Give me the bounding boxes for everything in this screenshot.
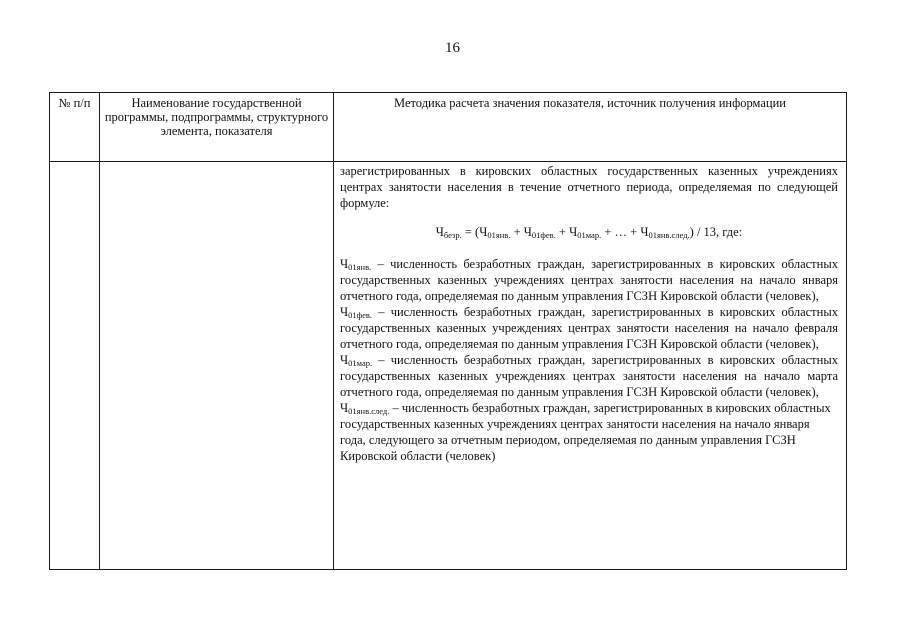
- formula-ellipsis: + … +: [601, 225, 641, 239]
- definition-symbol: Ч: [340, 401, 349, 415]
- formula-term-next-jan-subscript: 01янв.след.: [648, 230, 690, 240]
- method-intro-text: зарегистрированных в кировских областных государственных казенных учреждениях центрах занятости населения в течение отчетного периода, определяемая по следующей формуле:: [340, 164, 838, 210]
- definition-text: – численность безработных граждан, зарегистрированных в кировских областных государственных казенных учреждениях центрах занятости населения на начало марта отчетного года, определяемая по данным управления ГСЗН Кировской области (человек),: [340, 353, 838, 399]
- formula-tail: ) / 13, где:: [689, 225, 743, 239]
- definition-symbol: Ч: [340, 353, 349, 367]
- definition-text: – численность безработных граждан, зарегистрированных в кировских областных государственных казенных учреждениях центрах занятости населения на начало февраля отчетного года, определяемая по данным управления ГСЗН Кировской области (человек),: [340, 305, 838, 351]
- indicator-method-table: [49, 92, 847, 570]
- definition-text: – численность безработных граждан, зарегистрированных в кировских областных государственных казенных учреждениях центрах занятости населения на начало января года, следующего за отчетным периодом, определяемая по данным управления ГСЗН Кировской области (человек): [340, 401, 831, 463]
- definition-next-jan: [340, 400, 838, 464]
- row-name-cell: [100, 162, 334, 570]
- definition-mar: [340, 352, 838, 400]
- formula-term-mar: Ч: [569, 225, 578, 239]
- formula-plus-2: +: [555, 225, 570, 239]
- definition-subscript: 01янв.след.: [348, 406, 390, 416]
- definition-symbol: Ч: [340, 257, 349, 271]
- row-method-cell: [334, 162, 847, 570]
- definition-subscript: 01янв.: [348, 262, 372, 272]
- definition-subscript: 01мар.: [348, 358, 373, 368]
- formula-term-next-jan: Ч: [640, 225, 649, 239]
- table-header-row: [50, 93, 847, 162]
- formula-equals-open: = (: [461, 225, 480, 239]
- row-number-cell: [50, 162, 100, 570]
- formula-term-feb: Ч: [523, 225, 532, 239]
- formula-term-jan-subscript: 01янв.: [487, 230, 511, 240]
- definition-jan: [340, 256, 838, 304]
- formula-lhs-symbol: Ч: [435, 225, 444, 239]
- formula-lhs-subscript: безр.: [443, 230, 462, 240]
- definition-subscript: 01фев.: [348, 310, 373, 320]
- table-row: [50, 162, 847, 570]
- formula-plus-1: +: [510, 225, 524, 239]
- definition-text: – численность безработных граждан, зарегистрированных в кировских областных государственных казенных учреждениях центрах занятости населения на начало января отчетного года, определяемая по данным управления ГСЗН Кировской области (человек),: [340, 257, 838, 303]
- definition-symbol: Ч: [340, 305, 349, 319]
- header-program-name: Наименование государственной программы, подпрограммы, структурного элемента, показателя: [100, 93, 334, 162]
- header-calculation-method: Методика расчета значения показателя, источник получения информации: [334, 93, 847, 162]
- formula: [340, 224, 838, 240]
- header-number: № п/п: [50, 93, 100, 162]
- formula-term-feb-subscript: 01фев.: [531, 230, 556, 240]
- definition-feb: [340, 304, 838, 352]
- formula-term-jan: Ч: [479, 225, 488, 239]
- page-number: 16: [445, 40, 460, 56]
- formula-term-mar-subscript: 01мар.: [577, 230, 602, 240]
